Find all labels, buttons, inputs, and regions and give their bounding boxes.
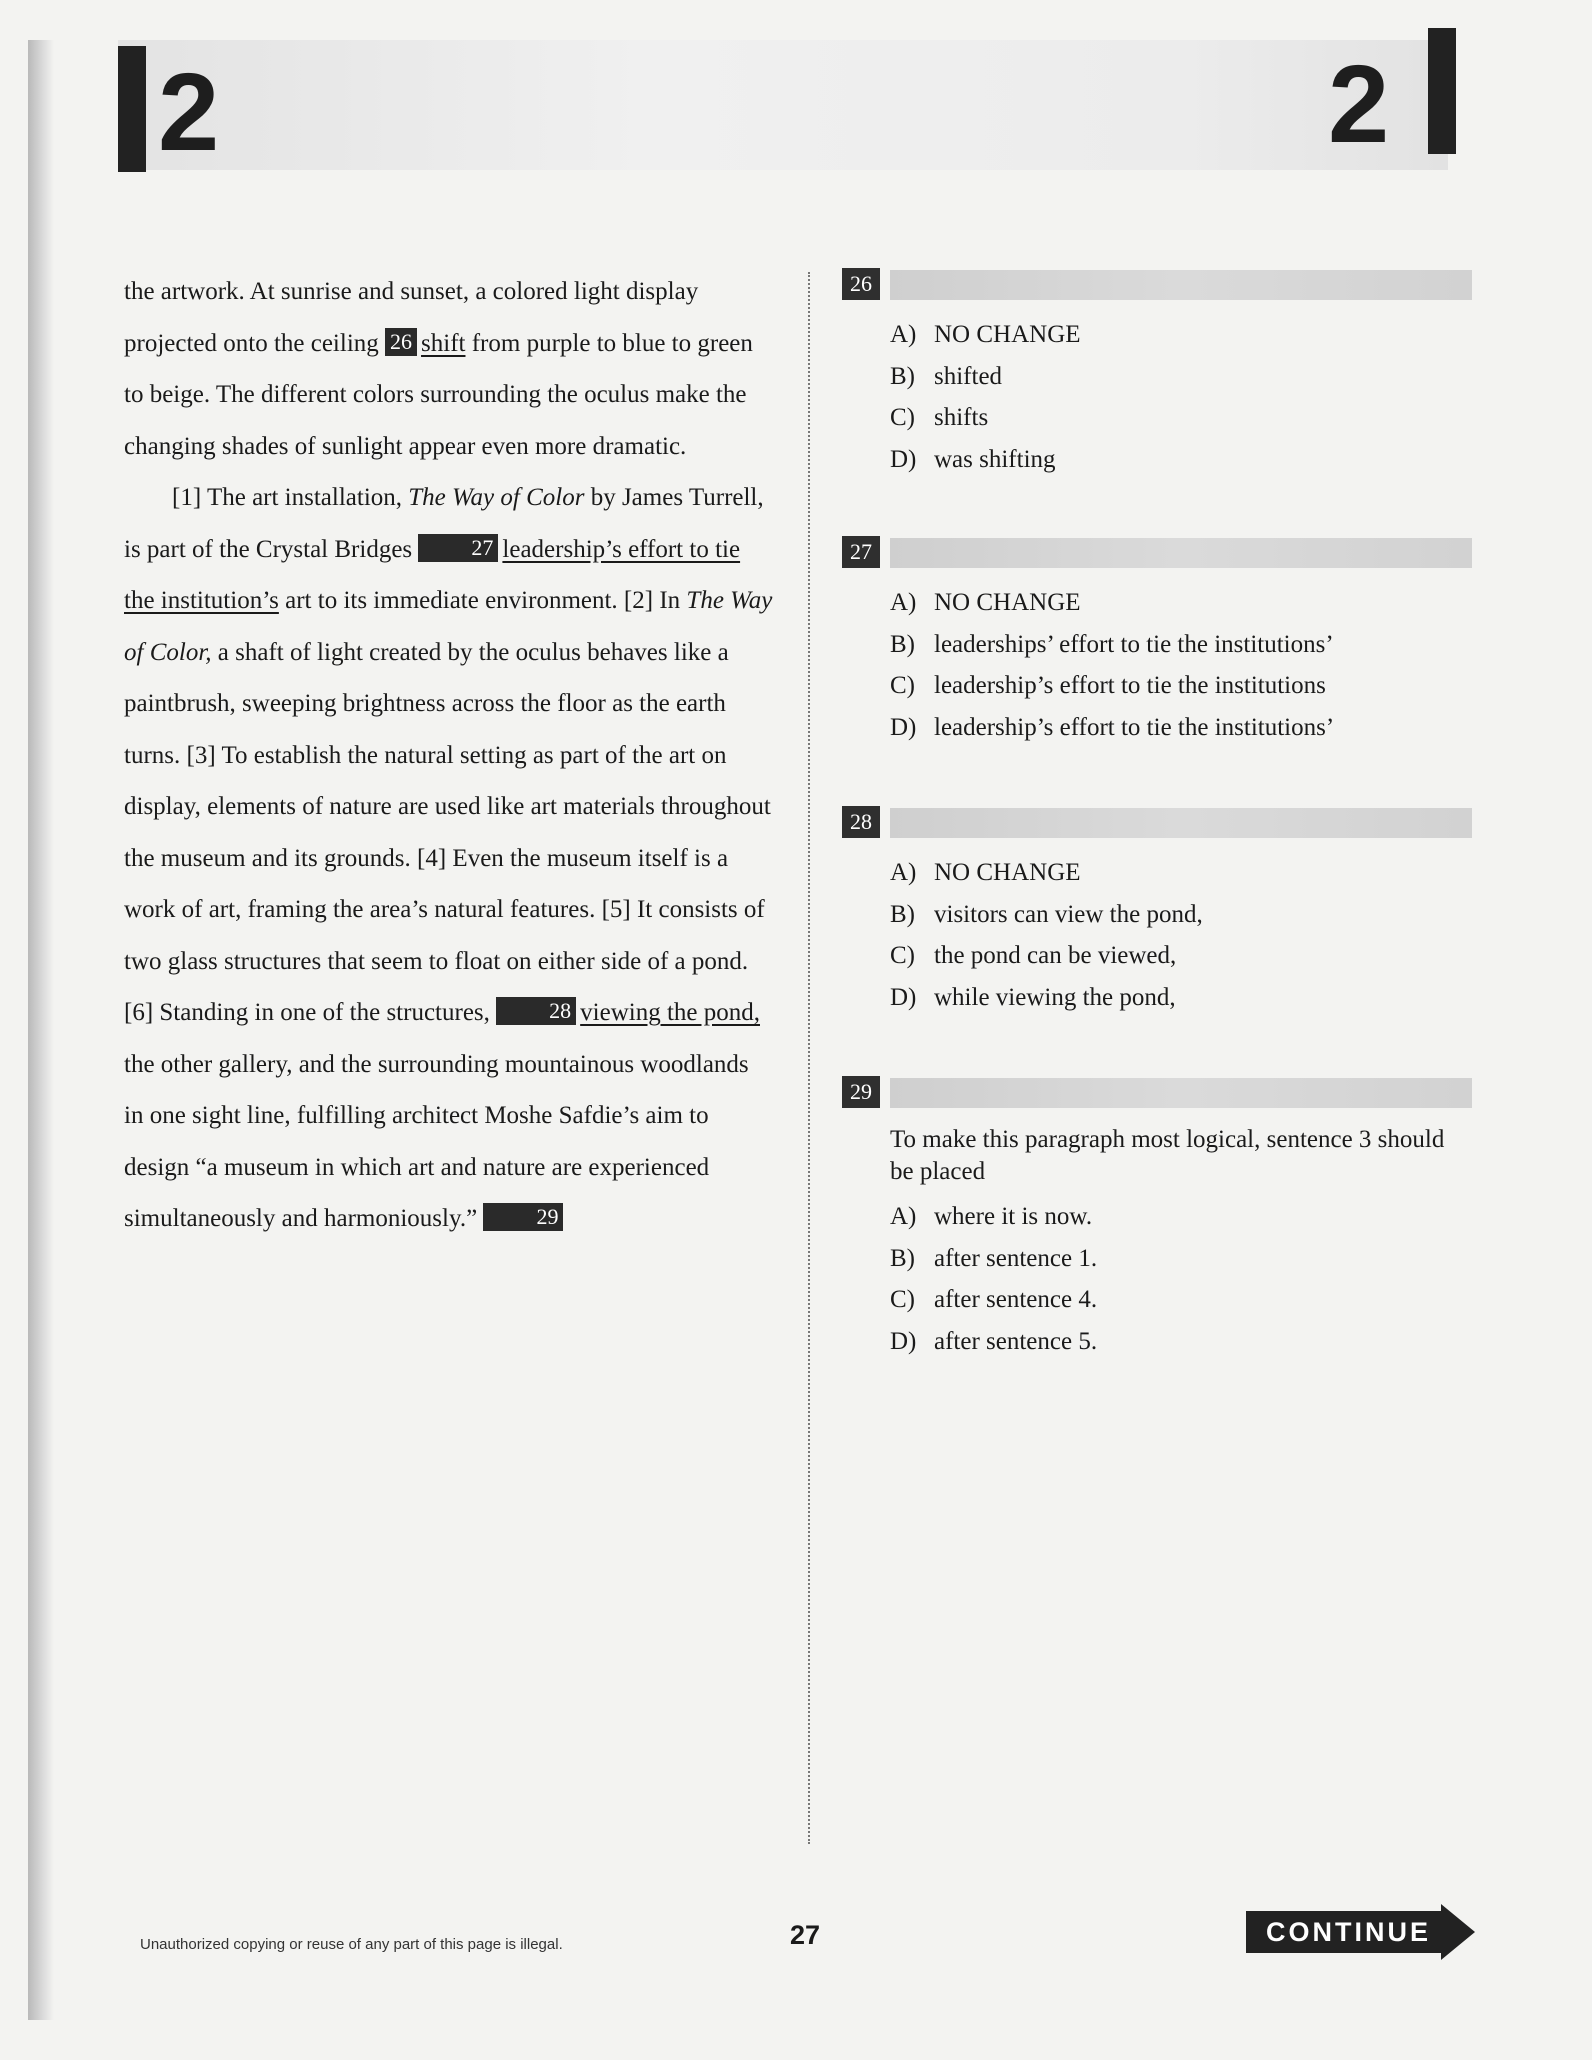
question-header	[842, 1076, 1472, 1110]
question-header-strip	[890, 808, 1472, 838]
option-text: leadership’s effort to tie the institutions	[934, 672, 1326, 699]
option-text: while viewing the pond,	[934, 983, 1176, 1011]
question-header-strip	[890, 538, 1472, 568]
option-letter: C)	[890, 404, 915, 431]
option-text: the pond can be viewed,	[934, 942, 1177, 969]
section-marker-bar-right	[1428, 28, 1456, 154]
question-26	[842, 268, 1472, 536]
option-text: NO CHANGE	[934, 589, 1081, 616]
option-letter: D)	[890, 983, 917, 1011]
option-letter: C)	[890, 672, 915, 699]
answer-options	[842, 302, 1472, 480]
question-number: 27	[842, 536, 880, 568]
continue-button[interactable]	[1246, 1908, 1475, 1956]
question-number: 28	[842, 806, 880, 838]
question-header	[842, 268, 1472, 302]
passage-text: the other gallery, and the surrounding mountainous woodlands in one sight line, fulfilling architect Moshe Safdie’s aim to design “a museum in which art and nature are experienced simultaneously and harmoniously.”	[124, 1050, 749, 1232]
option-letter: D)	[890, 1327, 917, 1355]
question-29	[842, 1076, 1472, 1362]
option-text: shifted	[934, 362, 1003, 390]
answer-option-b[interactable]	[890, 1238, 1472, 1280]
question-marker-26[interactable]: 26	[385, 328, 417, 356]
question-header-strip	[890, 1078, 1472, 1108]
option-text: where it is now.	[934, 1203, 1093, 1230]
answer-option-b[interactable]	[890, 356, 1472, 398]
passage-text: art to its immediate environment. [2] In	[278, 587, 687, 614]
passage-text: from purple to blue to green to beige. The different colors surrounding the oculus make the changing shades of sunlight appear even more dramatic.	[124, 329, 753, 460]
answer-option-b[interactable]	[890, 894, 1472, 936]
answer-option-c[interactable]	[890, 665, 1472, 707]
question-prompt: To make this paragraph most logical, sentence 3 should be placed	[890, 1126, 1445, 1185]
copyright-notice: Unauthorized copying or reuse of any part of this page is illegal.	[140, 1936, 563, 1953]
question-marker-28[interactable]: 28	[496, 997, 576, 1025]
arrow-right-icon	[1441, 1904, 1475, 1960]
option-letter: A)	[890, 859, 917, 886]
section-marker-bar-left	[118, 46, 146, 172]
option-letter: B)	[890, 1244, 915, 1272]
artwork-title: The Way of Color	[408, 484, 585, 511]
option-text: after sentence 5.	[934, 1327, 1098, 1355]
question-27	[842, 536, 1472, 806]
artwork-title: The Way of Color,	[124, 587, 773, 666]
answer-option-d[interactable]	[890, 439, 1472, 481]
option-text: after sentence 1.	[934, 1244, 1098, 1272]
passage-text: by James Turrell, is part of the Crystal Bridges	[124, 484, 764, 563]
option-text: NO CHANGE	[934, 321, 1081, 348]
reading-passage	[124, 266, 774, 1245]
option-letter: B)	[890, 630, 915, 658]
question-28	[842, 806, 1472, 1076]
page-binding-shadow	[28, 40, 54, 2020]
passage-text: a shaft of light created by the oculus behaves like a paintbrush, sweeping brightness across the floor as the earth turns. [3] To establish the natural setting as part of the art on display, elements of nature are used like art materials throughout the museum and its grounds. [4] Even the museum itself is a work of art, framing the area’s natural features. [5] It consists of two glass structures that seem to float on either side of a pond. [6] Standing in one of the structures,	[124, 638, 771, 1026]
option-letter: A)	[890, 321, 917, 348]
option-text: after sentence 4.	[934, 1286, 1098, 1313]
question-marker-27[interactable]: 27	[418, 534, 498, 562]
option-text: shifts	[934, 404, 989, 431]
option-letter: A)	[890, 1203, 917, 1230]
question-header	[842, 806, 1472, 840]
option-letter: C)	[890, 1286, 915, 1313]
answer-options	[842, 840, 1472, 1018]
option-letter: D)	[890, 713, 917, 741]
option-text: was shifting	[934, 445, 1056, 473]
continue-label: CONTINUE	[1246, 1911, 1441, 1953]
column-divider	[808, 272, 810, 1844]
question-header-strip	[890, 270, 1472, 300]
passage-paragraph-1	[124, 266, 774, 472]
section-number-right: 2	[1328, 43, 1390, 166]
option-letter: A)	[890, 589, 917, 616]
section-number-left: 2	[158, 51, 220, 174]
section-header-band	[118, 40, 1448, 174]
option-letter: D)	[890, 445, 917, 473]
answer-option-b[interactable]	[890, 624, 1472, 666]
passage-paragraph-2	[124, 472, 774, 1245]
answer-options	[842, 570, 1472, 748]
answer-option-a[interactable]	[890, 582, 1472, 624]
question-number: 26	[842, 268, 880, 300]
questions-column	[842, 268, 1472, 1362]
answer-option-d[interactable]	[890, 707, 1472, 749]
answer-option-d[interactable]	[890, 1321, 1472, 1363]
option-text: leadership’s effort to tie the institutions’	[934, 713, 1335, 741]
option-letter: B)	[890, 362, 915, 390]
option-text: visitors can view the pond,	[934, 900, 1203, 928]
answer-option-a[interactable]	[890, 852, 1472, 894]
answer-option-c[interactable]	[890, 397, 1472, 439]
answer-option-c[interactable]	[890, 935, 1472, 977]
question-header	[842, 536, 1472, 570]
answer-option-d[interactable]	[890, 977, 1472, 1019]
option-text: NO CHANGE	[934, 859, 1081, 886]
option-text: leaderships’ effort to tie the institutions’	[934, 630, 1334, 658]
question-number: 29	[842, 1076, 880, 1108]
passage-text: [1] The art installation,	[172, 484, 409, 511]
answer-option-a[interactable]	[890, 1196, 1472, 1238]
question-marker-29[interactable]: 29	[483, 1203, 563, 1231]
option-letter: B)	[890, 900, 915, 928]
underlined-text-26[interactable]: shift	[421, 329, 466, 357]
answer-option-a[interactable]	[890, 314, 1472, 356]
option-letter: C)	[890, 942, 915, 969]
page-number: 27	[790, 1920, 821, 1950]
answer-options	[842, 1192, 1472, 1362]
answer-option-c[interactable]	[890, 1279, 1472, 1321]
passage-text: the artwork. At sunrise and sunset, a colored light display projected onto the ceiling	[124, 278, 699, 357]
underlined-text-27[interactable]: leadership’s effort to tie the institution’s	[124, 535, 741, 614]
underlined-text-28[interactable]: viewing the pond,	[580, 999, 760, 1026]
